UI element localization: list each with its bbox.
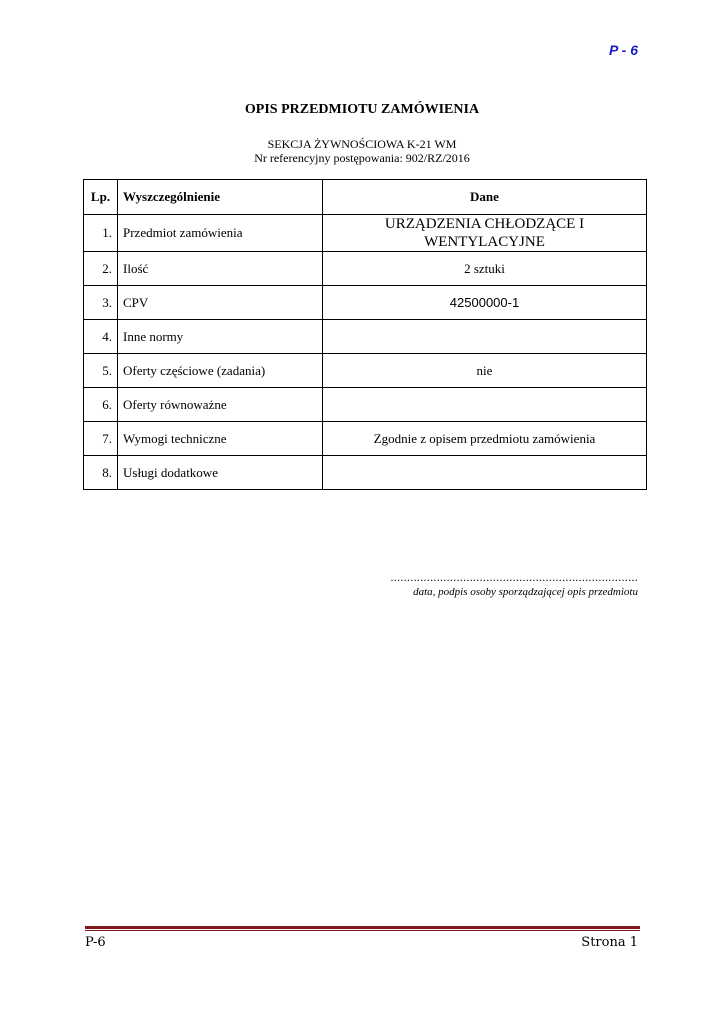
- row-label: Inne normy: [118, 320, 323, 354]
- row-label: Oferty równoważne: [118, 388, 323, 422]
- row-value: 42500000-1: [323, 286, 647, 320]
- specification-table: [83, 179, 647, 490]
- footer-page-number: Strona 1: [581, 935, 638, 950]
- table-row: [84, 388, 647, 422]
- row-number: 8.: [84, 456, 118, 490]
- row-number: 4.: [84, 320, 118, 354]
- table-row: [84, 252, 647, 286]
- row-number: 1.: [84, 215, 118, 252]
- row-value: nie: [323, 354, 647, 388]
- header-value: Dane: [323, 180, 647, 215]
- row-value: [323, 320, 647, 354]
- row-number: 3.: [84, 286, 118, 320]
- header-name: Wyszczególnienie: [118, 180, 323, 215]
- row-value: 2 sztuki: [323, 252, 647, 286]
- signature-line: ...........................................................................: [390, 570, 638, 584]
- footer-divider-thin: [85, 930, 640, 931]
- row-label: CPV: [118, 286, 323, 320]
- row-number: 6.: [84, 388, 118, 422]
- footer-divider: [85, 926, 640, 929]
- table-row: [84, 215, 647, 252]
- row-label: Oferty częściowe (zadania): [118, 354, 323, 388]
- page-code: P - 6: [608, 42, 638, 58]
- table-row: [84, 422, 647, 456]
- table-header-row: [84, 180, 647, 215]
- row-label: Ilość: [118, 252, 323, 286]
- row-number: 5.: [84, 354, 118, 388]
- row-value: [323, 456, 647, 490]
- table-row: [84, 286, 647, 320]
- header-lp: Lp.: [84, 180, 118, 215]
- row-label: Przedmiot zamówienia: [118, 215, 323, 252]
- signature-caption: data, podpis osoby sporządzającej opis przedmiotu: [413, 586, 638, 598]
- row-value: [323, 388, 647, 422]
- row-value: URZĄDZENIA CHŁODZĄCE I WENTYLACYJNE: [323, 215, 647, 252]
- row-label: Usługi dodatkowe: [118, 456, 323, 490]
- row-label: Wymogi techniczne: [118, 422, 323, 456]
- table-row: [84, 456, 647, 490]
- section-name: SEKCJA ŻYWNOŚCIOWA K-21 WM: [267, 137, 457, 151]
- document-title: OPIS PRZEDMIOTU ZAMÓWIENIA: [244, 102, 480, 117]
- row-number: 7.: [84, 422, 118, 456]
- table-row: [84, 320, 647, 354]
- table-row: [84, 354, 647, 388]
- footer-document-code: P-6: [85, 935, 106, 950]
- row-value: Zgodnie z opisem przedmiotu zamówienia: [323, 422, 647, 456]
- row-number: 2.: [84, 252, 118, 286]
- reference-number: Nr referencyjny postępowania: 902/RZ/2016: [254, 151, 470, 165]
